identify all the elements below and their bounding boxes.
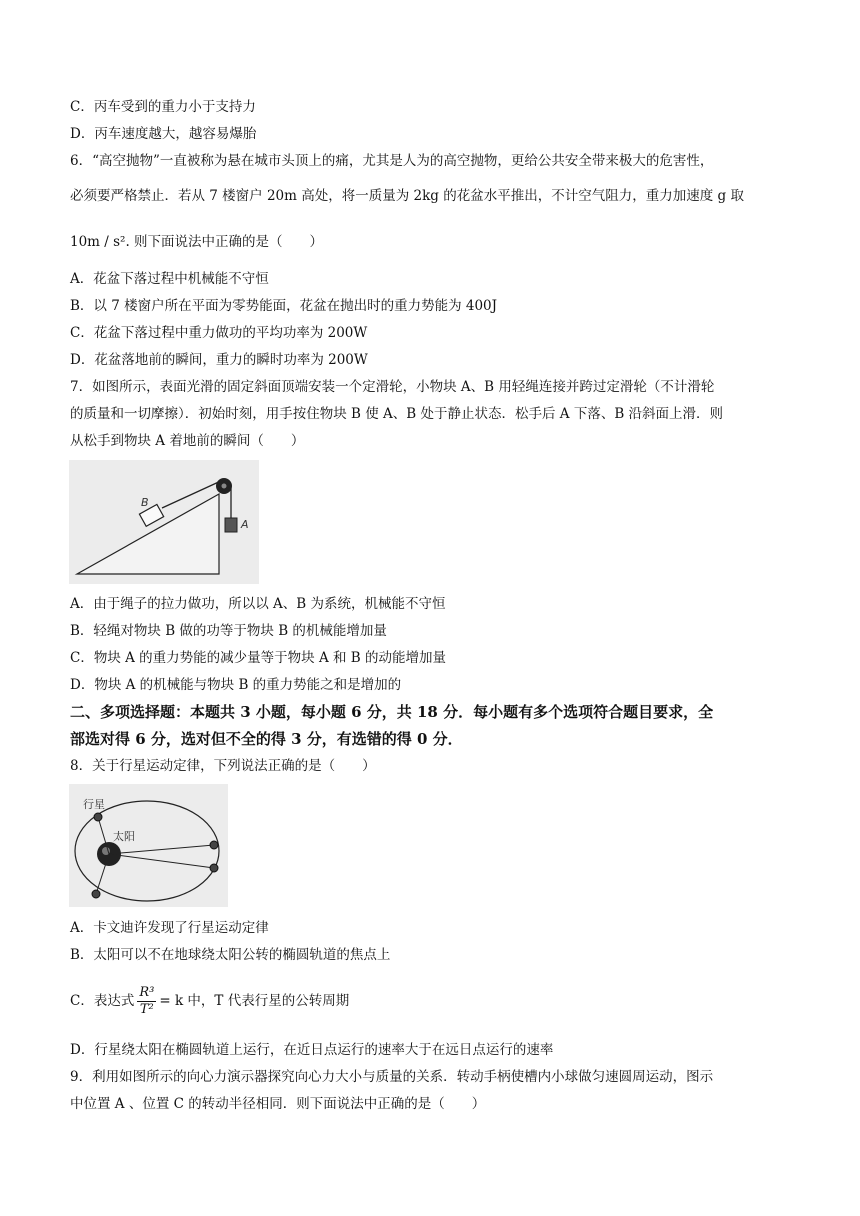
q6-stem-line3: 10m / s². 则下面说法中正确的是（ ） — [70, 234, 324, 250]
q9-stem-line1: 9．利用如图所示的向心力演示器探究向心力大小与质量的关系．转动手柄使槽内小球做匀速圆周运动，图示 — [70, 1069, 714, 1085]
q7-option-c: C．物块 A 的重力势能的减少量等于物块 A 和 B 的动能增加量 — [70, 650, 446, 666]
block-a — [225, 518, 237, 532]
q6-stem-line2: 必须要严格禁止．若从 7 楼窗户 20m 高处，将一质量为 2kg 的花盆水平推出，不计空气阻力，重力加速度 g 取 — [70, 188, 744, 204]
q6-option-a: A．花盆下落过程中机械能不守恒 — [70, 271, 269, 287]
q7-stem-line1: 7．如图所示，表面光滑的固定斜面顶端安装一个定滑轮，小物块 A、B 用轻绳连接并跨过定滑轮（不计滑轮 — [70, 379, 715, 395]
label-a: A — [241, 518, 249, 531]
planet-icon — [92, 890, 100, 898]
q6-stem-line1: 6．“高空抛物”一直被称为悬在城市头顶上的痛，尤其是人为的高空抛物，更给公共安全带来极大的危害性， — [70, 153, 714, 169]
q8c-prefix: C．表达式 — [70, 993, 135, 1009]
q8-option-b: B．太阳可以不在地球绕太阳公转的椭圆轨道的焦点上 — [70, 947, 391, 963]
q6-option-c: C．花盆下落过程中重力做功的平均功率为 200W — [70, 325, 368, 341]
q7-option-d: D．物块 A 的机械能与物块 B 的重力势能之和是增加的 — [70, 677, 402, 693]
planet-icon — [94, 813, 102, 821]
q8c-fraction — [137, 985, 156, 1018]
label-sun: 太阳 — [113, 830, 135, 843]
planet-icon — [210, 841, 218, 849]
q8-option-a: A．卡文迪许发现了行星运动定律 — [70, 920, 269, 936]
q8c-denominator: T² — [139, 1002, 154, 1017]
section2-heading-line2: 部选对得 6 分，选对但不全的得 3 分，有选错的得 0 分． — [70, 730, 463, 748]
q5-option-d: D．丙车速度越大，越容易爆胎 — [70, 126, 257, 142]
q8-option-c — [70, 983, 349, 1019]
q8c-numerator: R³ — [139, 985, 155, 1000]
label-planet: 行星 — [83, 798, 105, 811]
section2-heading-line1: 二、多项选择题：本题共 3 小题，每小题 6 分，共 18 分．每小题有多个选项符合题目要求，全 — [70, 703, 714, 721]
label-b: B — [141, 496, 149, 509]
q7-option-a: A．由于绳子的拉力做功，所以以 A、B 为系统，机械能不守恒 — [70, 596, 446, 612]
q9-stem-line2: 中位置 A 、位置 C 的转动半径相同．则下面说法中正确的是（ ） — [70, 1096, 486, 1112]
q7-option-b: B．轻绳对物块 B 做的功等于物块 B 的机械能增加量 — [70, 623, 387, 639]
q8-stem: 8．关于行星运动定律，下列说法正确的是（ ） — [70, 758, 376, 774]
q7-stem-line3: 从松手到物块 A 着地前的瞬间（ ） — [70, 433, 305, 449]
q8-option-d: D．行星绕太阳在椭圆轨道上运行，在近日点运行的速率大于在远日点运行的速率 — [70, 1042, 554, 1058]
q7-incline-figure — [69, 460, 259, 584]
q6-option-b: B．以 7 楼窗户所在平面为零势能面，花盆在抛出时的重力势能为 400J — [70, 298, 498, 314]
q7-stem-line2: 的质量和一切摩擦）．初始时刻，用手按住物块 B 使 A、B 处于静止状态．松手后 A 下落、B 沿斜面上滑．则 — [70, 406, 724, 422]
q6-option-d: D．花盆落地前的瞬间，重力的瞬时功率为 200W — [70, 352, 368, 368]
q8c-suffix: = k 中，T 代表行星的公转周期 — [159, 993, 350, 1009]
q8-orbit-figure — [69, 784, 228, 907]
q5-option-c: C．丙车受到的重力小于支持力 — [70, 99, 256, 115]
planet-icon — [210, 864, 218, 872]
